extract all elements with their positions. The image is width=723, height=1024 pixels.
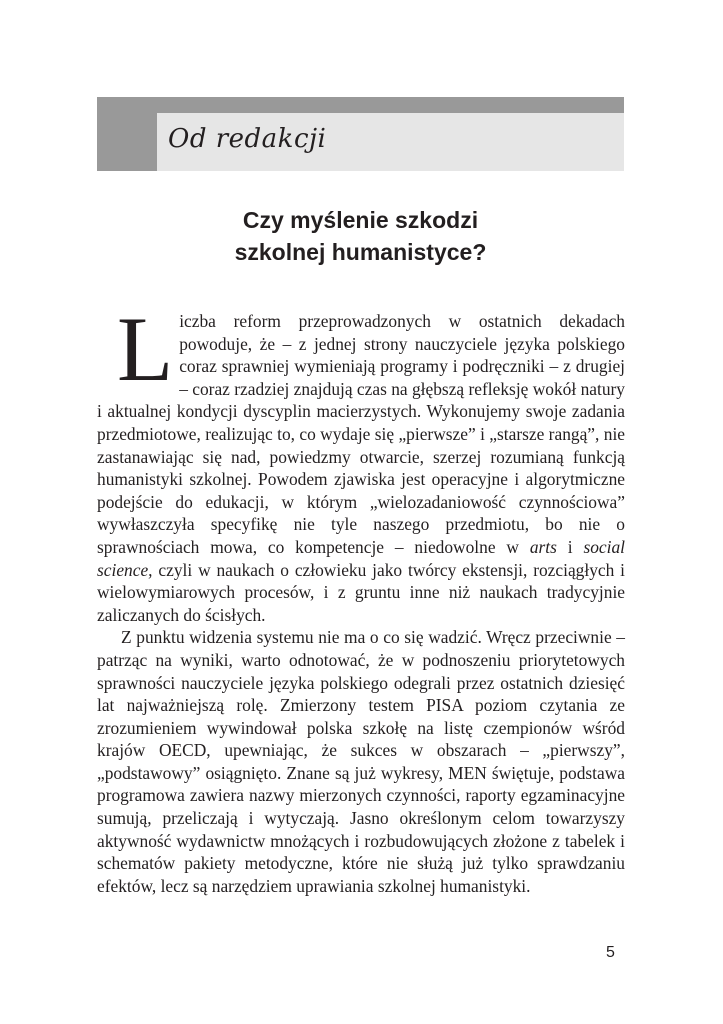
paragraph-1-text-c: czyli w naukach o człowieku jako twórcy ekstensji, rozciągłych i wielowymiarowych procesów, i z gruntu inne niż naukach tradycyjnie zaliczanych do ścisłych. xyxy=(97,559,625,625)
article-title xyxy=(97,204,624,268)
paragraph-1-text-a: iczba reform przeprowadzonych w ostatnich dekadach powoduje, że – z jednej strony nauczyciele języka polskiego coraz sprawniej wymieniają programy i podręczniki – z drugiej – coraz rzadziej znajdują czas na głębszą refleksję wokół natury i aktualnej kondycji dyscyplin macierzystych. Wykonujemy swoje zadania przedmiotowe, realizując to, co wydaje się „pierwsze” i „starsze rangą”, nie zastanawiając się nad, powiedzmy otwarcie, szerzej rozumianą funkcją humanistyki szkolnej. Powodem zjawiska jest operacyjne i algorytmiczne podejście do edukacji, w którym „wielozadaniowość czynnościowa” wywłaszczyła specyfikę nie tyle naszego przedmiotu, bo nie o sprawnościach mowa, co kompetencje – niedowolne w xyxy=(97,311,625,557)
drop-cap: L xyxy=(117,298,174,400)
header-bar-top-band xyxy=(97,97,624,113)
paragraph-1 xyxy=(97,298,625,626)
article-body xyxy=(97,298,625,897)
paragraph-1-italic-social-science: social science, xyxy=(97,536,625,580)
article-title-line-1: Czy myślenie szkodzi xyxy=(242,207,479,233)
paragraph-2: Z punktu widzenia systemu nie ma o co się wadzić. Wręcz przeciwnie – patrząc na wyniki, warto odnotować, że w podnoszeniu priorytetowych sprawności nauczyciele języka polskiego odegrali przez ostatnich dziesięć lat najważniejszą rolę. Zmierzony testem PISA poziom czytania ze zrozumieniem wywindował polska szkołę na listę czempionów wśród krajów OECD, upewniając, że sukces w obszarach – „pierwszy”, „podstawowy” osiągnięto. Znane są już wykresy, MEN świętuje, podstawa programowa zawiera nazwy mierzonych czynności, raporty egzaminacyjne sumują, przeliczają i wytyczają. Jasno określonym celom towarzyszy aktywność wydawnictw mnożących i rozbudowujących złożone z tabelek i schematów pakiety metodyczne, które nie służą już tylko sprawdzaniu efektów, lecz są narzędziem uprawiania szkolnej humanistyki. xyxy=(97,627,625,896)
section-label: Od redakcji xyxy=(168,124,327,154)
header-bar-side-block xyxy=(97,97,157,171)
page-number: 5 xyxy=(606,944,615,961)
paragraph-1-italic-arts: arts xyxy=(529,536,557,557)
paragraph-1-text-b: i xyxy=(567,536,573,557)
article-title-line-2: szkolnej humanistyce? xyxy=(234,239,487,265)
